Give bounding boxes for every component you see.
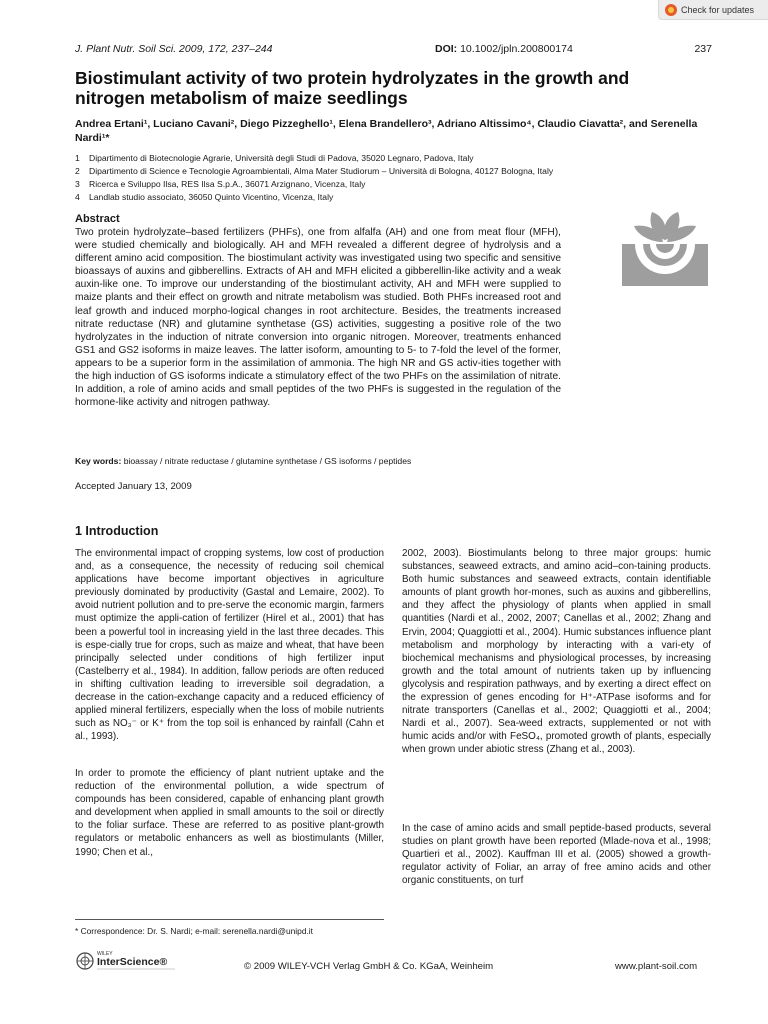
check-for-updates-button[interactable] (658, 0, 768, 20)
correspondence-footnote: * Correspondence: Dr. S. Nardi; e-mail: serenella.nardi@unipd.it (75, 926, 313, 936)
paper-title: Biostimulant activity of two protein hydrolyzates in the growth and nitrogen metabolism of maize seedlings (75, 68, 630, 108)
page-number: 237 (694, 43, 712, 55)
journal-website-link[interactable]: www.plant-soil.com (615, 961, 698, 972)
affiliation-2: 2 Dipartimento di Science e Tecnologie Agroambientali, Alma Mater Studiorum – Università di Bologna, 40127 Bologna, Italy (75, 166, 554, 176)
doi[interactable] (435, 43, 573, 55)
affiliation-4: 4 Landlab studio associato, 36050 Quinto Vicentino, Vicenza, Italy (75, 192, 334, 202)
doi-label: DOI: (435, 43, 458, 55)
affiliation-3: 3 Ricerca e Sviluppo Ilsa, RES Ilsa S.p.A., 36071 Arzignano, Vicenza, Italy (75, 179, 366, 189)
body-paragraph-1: The environmental impact of cropping systems, low cost of production and, as a consequence, the necessity of reducing soil chemical applications have become important objectives in agriculture previously dominated by productivity (Gastal and Lemaire, 2002). To avoid nutrient pollution and to pre-serve the economic margin, farmers must optimize the appli-cation of fertilizer (Hirel et al., 2001) that has been a powerful tool in increasing yield in the last three decades. This is espe-cially true for crops, such as maize and wheat, that have been principally selected under conditions of high fertilizer input (Castelberry et al., 1984). In addition, fallow periods are often reduced in shifting cultivation leading to irreversible soil degradation, a decrease in the cation-exchange capacity and a reduced efficiency of applied mineral fertilizers, especially when the loss of mobile nutrients such as NO₃⁻ or K⁺ from the top soil is enhanced by rainfall (Cahn et al., 1993). (75, 548, 384, 743)
accepted-date: Accepted January 13, 2009 (75, 481, 192, 492)
copyright: © 2009 WILEY-VCH Verlag GmbH & Co. KGaA, Weinheim (244, 961, 494, 972)
body-paragraph-3: 2002, 2003). Biostimulants belong to three major groups: humic substances, seaweed extracts, and amino acid–con-taining products. Both humic substances and seaweed extracts, contain identifiable amounts of plant growth hor-mones, such as auxins and gibberellins, and they affect the physiology of plants when applied in small quantities (Nardi et al., 2002, 2007; Canellas et al., 2002; Zhang and Ervin, 2004; Quaggiotti et al., 2004). Humic substances influence plant metabolism and morphology by interacting with a vari-ety of biochemical mechanisms and physiological processes, by increasing growth and the total amount of nutrients taken up by influencing glycolysis and respiration pathways, and by exerting a direct effect on the expression of genes encoding for H⁺-ATPase isoforms and for nitrate transporters (Canellas et al., 2002; Quaggiotti et al., 2004; Nardi et al., 2007). Sea-weed extracts, supplemented or not with humic acids and/or with FeSO₄, promoted growth of plants, especially when grown under abiotic stress (Zhang et al., 2003). (402, 548, 711, 756)
affiliations (75, 152, 715, 204)
footnote-divider (75, 919, 384, 920)
interscience-text: InterScience® (97, 956, 168, 968)
keywords-text: bioassay / nitrate reductase / glutamine synthetase / GS isoforms / peptides (123, 456, 412, 466)
author-list: Andrea Ertani¹, Luciano Cavani², Diego Pizzeghello¹, Elena Brandellero³, Adriano Altissimo⁴, Claudio Ciavatta², and Serenella Nardi¹* (75, 118, 698, 144)
update-icon (665, 4, 677, 16)
keywords (75, 456, 411, 466)
abstract-heading: Abstract (75, 213, 120, 225)
keywords-label: Key words: (75, 456, 122, 466)
abstract-text: Two protein hydrolyzate–based fertilizers (PHFs), one from alfalfa (AH) and one from meat flour (MFH), were studied chemically and biologically. AH and MFH revealed a different degree of hydrolysis and a different amino acid composition. The biostimulant activity was investigated using two specific and sensitive bioassays of auxins and gibberellins. Extracts of AH and MFH elicited a gibberellin-like activity and a weak auxin-like one. To improve our understanding of the biostimulant activity, AH and MFH were supplied to maize plants and their effect on growth and nitrate metabolism was studied. Both PHFs increased root and leaf growth and induced morpho-logical changes in root architecture. Besides, the treatments increased nitrate reductase (NR) and glutamine synthetase (GS) activities, suggesting a positive role of the two hydrolyzates in the induction of nitrate conversion into organic nitrogen. Moreover, treatments enhanced GS1 and GS2 isoforms in maize leaves. The latter isoform, amounting to 5- to 7-fold the level of the former, appears to be a superior form in the assimilation of ammonia. The high NR and GS activ-ities together with the high induction of GS isoforms indicate a stimulatory effect of the two PHFs on the assimilation of nitrate. In addition, a role of amino acids and small peptides of the two PHFs is suggested in the regulation of the hormone-like activity and nitrogen pathway. (75, 227, 561, 409)
plant-soil-logo-icon (622, 206, 708, 286)
body-paragraph-2: In order to promote the efficiency of plant nutrient uptake and the reduction of the environmental pollution, a wide spectrum of compounds has been considered, capable of enhancing plant growth and development when applied in small amounts to the soil or directly to the foliar surface. These are referred to as positive plant-growth regulators or metabolic enhancers as well as biostimulants (Miller, 1990; Chen et al., (75, 768, 384, 858)
wiley-small-text: WILEY (97, 951, 113, 957)
journal-citation: J. Plant Nutr. Soil Sci. 2009, 172, 237–244 (75, 43, 273, 55)
check-for-updates-label: Check for updates (681, 4, 755, 15)
doi-value: 10.1002/jpln.200800174 (460, 43, 573, 55)
wiley-interscience-logo (75, 948, 185, 974)
body-paragraph-4: In the case of amino acids and small peptide-based products, several studies on plant growth have been reported (Mlade-nova et al., 1998; Quartieri et al., 2002). Kauffman III et al. (2005) showed a growth-regulator activity of Foliar, an array of free amino acids and other organic constituents, on turf (402, 823, 711, 887)
affiliation-1: 1 Dipartimento di Biotecnologie Agrarie, Università degli Studi di Padova, 35020 Legnaro, Padova, Italy (75, 153, 474, 163)
section-heading-introduction: 1 Introduction (75, 524, 159, 538)
